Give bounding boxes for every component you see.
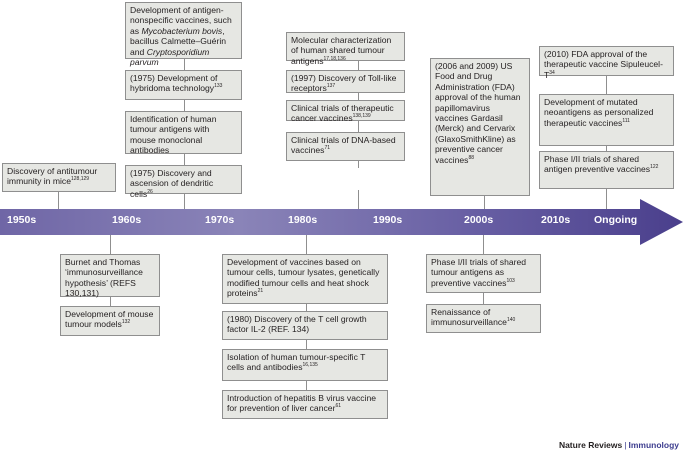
event-box-renaissance-immunosurveillance: Renaissance of immunosurveillance$^{140}$ [426,304,541,333]
event-box-sipuleucel-t: (2010) FDA approval of the therapeutic vaccine Sipuleucel-$T^{34}$ [539,46,674,76]
connector [184,153,185,165]
event-box-shared-tumour-antigens: Molecular characterization of human shared tumour antigens$^{17,18,136}$ [286,32,405,61]
event-box-il2-discovery: (1980) Discovery of the T cell growth factor IL-2 (REF. 134) [222,311,388,340]
event-box-antitumour-immunity: Discovery of antitumour immunity in mice$^{128,129}$ [2,163,116,192]
connector [483,235,484,254]
era-label-1980s: 1980s [288,214,318,226]
connector [358,190,359,209]
journal-section: Immunology [628,440,679,450]
connector [484,195,485,209]
event-box-toll-like-receptors: (1997) Discovery of Toll-like receptors$^{137}$ [286,70,405,93]
era-label-2010s: 2010s [541,214,571,226]
event-box-hepatitis-b-vaccine: Introduction of hepatitis B virus vaccine for prevention of liver cancer$^{61}$ [222,390,388,419]
event-box-therapeutic-cancer-vaccines: Clinical trials of therapeutic cancer vaccines$^{138,139}$ [286,100,405,121]
event-box-tumour-antigens-antibodies: Identification of human tumour antigens with mouse monoclonal antibodies [125,111,242,154]
event-box-dendritic-cells: (1975) Discovery and ascension of dendritic cells$^{26}$ [125,165,242,194]
journal-name: Nature Reviews [558,440,623,450]
event-box-mouse-tumour-models: Development of mouse tumour models$^{132}$ [60,306,160,336]
event-box-shared-antigen-trials: Phase I/II trials of shared tumour antigens as preventive vaccines$^{103}$ [426,254,541,293]
era-label-1970s: 1970s [205,214,235,226]
connector [110,235,111,254]
journal-credit [559,440,679,450]
event-box-dna-vaccines: Clinical trials of DNA-based vaccines$^{71}$ [286,132,405,161]
era-label-1990s: 1990s [373,214,403,226]
event-box-immunosurveillance-hypothesis: Burnet and Thomas ‘immunosurveillance hypothesis’ (REFS 130,131) [60,254,160,297]
connector [306,303,307,311]
connector [358,92,359,100]
era-label-ongoing: Ongoing [594,214,638,226]
event-box-hpv-vaccines-fda: (2006 and 2009) US Food and Drug Administration (FDA) approval of the human papillomavirus vaccines Gardasil (Merck) and Cervarix (GlaxoSmithKline) as preventive cancer vaccines$^{88}$ [430,58,530,196]
connector [184,99,185,111]
connector [358,160,359,168]
connector [110,296,111,306]
era-label-1950s: 1950s [7,214,37,226]
event-box-mutated-neoantigens: Development of mutated neoantigens as personalized therapeutic vaccines$^{111}$ [539,94,674,146]
era-label-2000s: 2000s [464,214,494,226]
connector [306,235,307,254]
connector [606,188,607,209]
event-box-tumour-specific-t-cells: Isolation of human tumour-specific T cells and antibodies$^{16,135}$ [222,349,388,381]
connector [483,292,484,304]
connector [306,380,307,390]
connector [358,60,359,70]
event-box-hybridoma: (1975) Development of hybridoma technology$^{133}$ [125,70,242,100]
event-box-nonspecific-vaccines: Development of antigen-nonspecific vaccines, such as Mycobacterium bovis, bacillus Calmette–Guérin and Cryptosporidium parvum [125,2,242,59]
event-box-tumour-cell-vaccines: Development of vaccines based on tumour cells, tumour lysates, genetically modified tumour cells and heat shock proteins$^{21}$ [222,254,388,304]
connector [184,58,185,70]
era-label-1960s: 1960s [112,214,142,226]
connector [184,193,185,209]
event-box-shared-antigen-preventive: Phase I/II trials of shared antigen preventive vaccines$^{122}$ [539,151,674,189]
timeline-arrow [0,199,685,245]
connector [306,339,307,349]
credit-separator: | [624,440,627,450]
connector [58,191,59,209]
connector [606,75,607,94]
